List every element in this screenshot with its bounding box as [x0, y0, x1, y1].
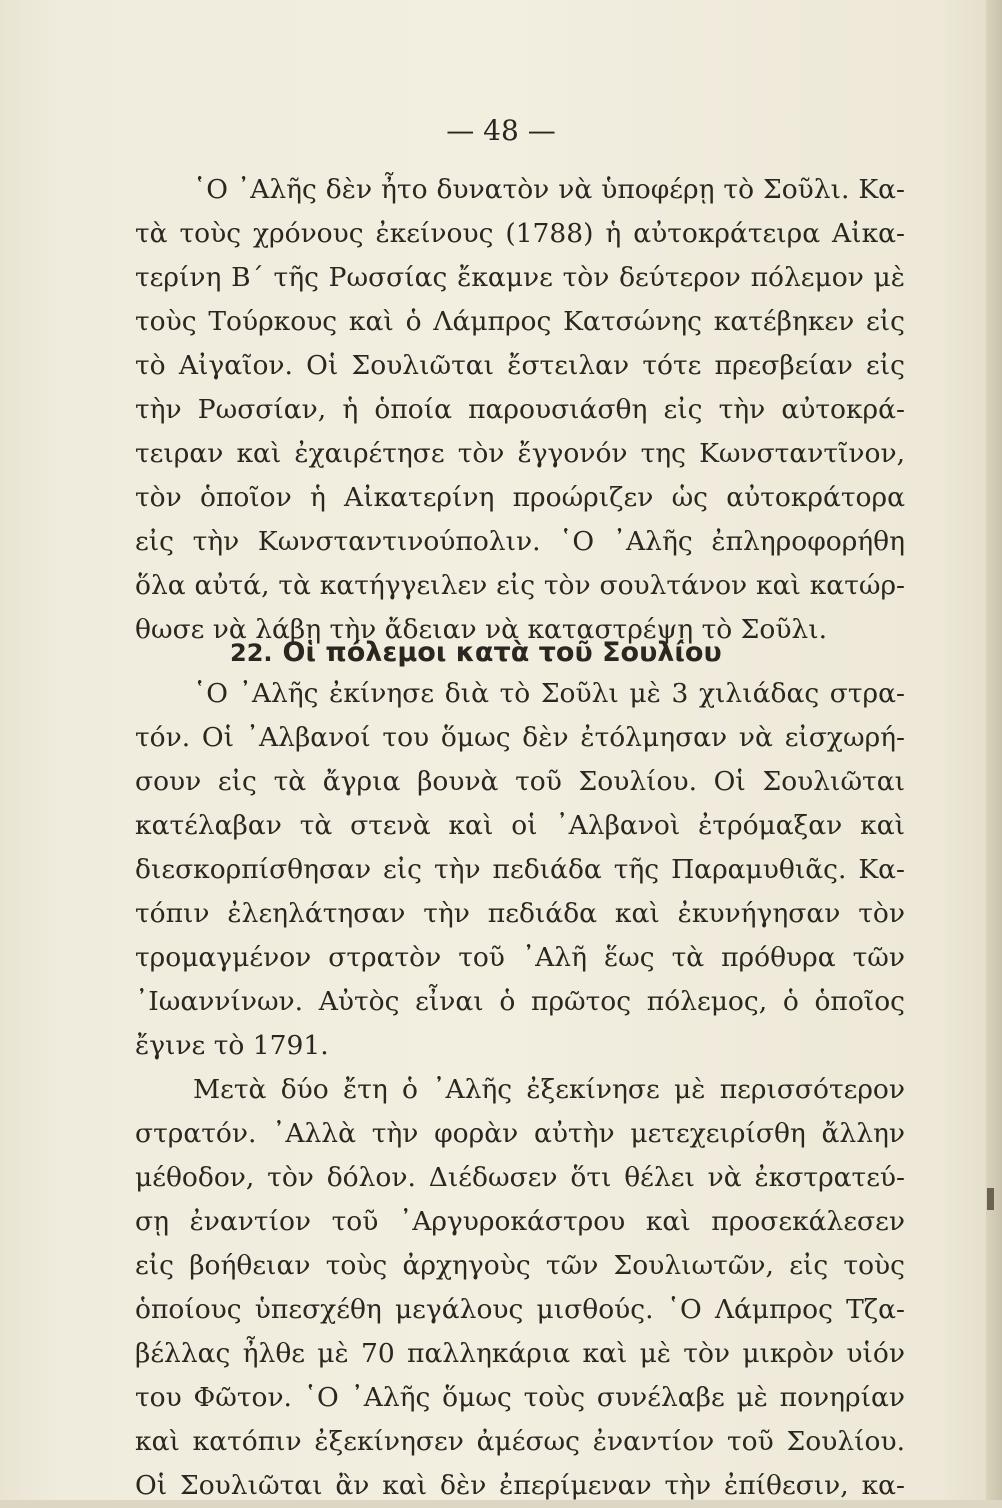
text-line: τὸν ὁποῖον ἡ Αἰκατερίνη προώριζεν ὡς αὐτοκράτορα — [135, 482, 905, 513]
text-line: ὁποίους ὑπεσχέθη μεγάλους μισθούς. ῾Ο Λάμπρος Τζα- — [135, 1294, 905, 1325]
text-line: τόπιν ἐλεηλάτησαν τὴν πεδιάδα καὶ ἐκυνήγησαν τὸν — [135, 898, 905, 929]
text-line: ῾Ο ᾿Αλῆς ἐκίνησε διὰ τὸ Σοῦλι μὲ 3 χιλιάδας στρα- — [193, 678, 905, 709]
text-line: τερίνη Β΄ τῆς Ρωσσίας ἔκαμνε τὸν δεύτερον πόλεμον μὲ — [135, 262, 905, 293]
page-edge — [986, 0, 1002, 1500]
text-line: εἰς τὴν Κωνσταντινούπολιν. ῾Ο ᾿Αλῆς ἐπληροφορήθη — [135, 526, 905, 557]
text-line: καὶ κατόπιν ἐξεκίνησεν ἀμέσως ἐναντίον τοῦ Σουλίου. — [135, 1426, 905, 1457]
text-line: θωσε νὰ λάβῃ τὴν ἄδειαν νὰ καταστρέψῃ τὸ Σοῦλι. — [135, 614, 828, 645]
text-line: ῾Ο ᾿Αλῆς δὲν ἦτο δυνατὸν νὰ ὑποφέρῃ τὸ Σοῦλι. Κα- — [193, 174, 905, 205]
section-number: 22. — [230, 639, 273, 667]
text-line: Μετὰ δύο ἔτη ὁ ᾿Αλῆς ἐξεκίνησε μὲ περισσότερον — [193, 1074, 905, 1105]
text-line: βέλλας ἦλθε μὲ 70 παλληκάρια καὶ μὲ τὸν μικρὸν υἱόν — [135, 1338, 905, 1369]
section-title: Οἱ πόλεμοι κατὰ τοῦ Σουλίου — [282, 637, 722, 668]
text-line: τὸ Αἰγαῖον. Οἱ Σουλιῶται ἔστειλαν τότε πρεσβείαν εἰς — [135, 350, 905, 381]
text-line: ἔγινε τὸ 1791. — [135, 1030, 329, 1061]
text-line: τόν. Οἱ ᾿Αλβανοί του ὅμως δὲν ἐτόλμησαν νὰ εἰσχωρή- — [135, 722, 905, 753]
text-line: διεσκορπίσθησαν εἰς τὴν πεδιάδα τῆς Παραμυθιᾶς. Κα- — [135, 854, 905, 885]
text-line: τειραν καὶ ἐχαιρέτησε τὸν ἔγγονόν της Κωνσταντῖνον, — [135, 438, 905, 469]
text-line: τρομαγμένον στρατὸν τοῦ ᾿Αλῆ ἕως τὰ πρόθυρα τῶν — [135, 942, 905, 973]
text-line: εἰς βοήθειαν τοὺς ἀρχηγοὺς τῶν Σουλιωτῶν, εἰς τοὺς — [135, 1250, 905, 1281]
text-line: σουν εἰς τὰ ἄγρια βουνὰ τοῦ Σουλίου. Οἱ Σουλιῶται — [135, 766, 905, 797]
text-line: κατέλαβαν τὰ στενὰ καὶ οἱ ᾿Αλβανοὶ ἐτρόμαξαν καὶ — [135, 810, 905, 841]
text-line: ᾿Ιωαννίνων. Αὐτὸς εἶναι ὁ πρῶτος πόλεμος, ὁ ὁποῖος — [135, 986, 905, 1017]
text-line: τὴν Ρωσσίαν, ἡ ὁποία παρουσιάσθη εἰς τὴν αὐτοκρά- — [135, 394, 905, 425]
text-line: του Φῶτον. ῾Ο ᾿Αλῆς ὅμως τοὺς συνέλαβε μὲ πονηρίαν — [135, 1382, 905, 1413]
section-heading — [230, 630, 722, 676]
paragraph-1 — [135, 168, 905, 652]
page-number: — 48 — — [446, 114, 556, 147]
text-line: τοὺς Τούρκους καὶ ὁ Λάμπρος Κατσώνης κατέβηκεν εἰς — [135, 306, 905, 337]
edge-mark — [987, 1188, 994, 1210]
text-line: Οἱ Σουλιῶται ἂν καὶ δὲν ἐπερίμεναν τὴν ἐπίθεσιν, κα- — [135, 1470, 905, 1501]
text-line: τὰ τοὺς χρόνους ἐκείνους (1788) ἡ αὐτοκράτειρα Αἰκα- — [135, 218, 905, 249]
paragraph-2 — [135, 672, 905, 1508]
text-line: σῃ ἐναντίον τοῦ ᾿Αργυροκάστρου καὶ προσεκάλεσεν — [135, 1206, 905, 1237]
text-line: ὅλα αὐτά, τὰ κατήγγειλεν εἰς τὸν σουλτάνον καὶ κατώρ- — [135, 570, 905, 601]
text-line: στρατόν. ᾿Αλλὰ τὴν φορὰν αὐτὴν μετεχειρίσθη ἄλλην — [135, 1118, 905, 1149]
text-line: μέθοδον, τὸν δόλον. Διέδωσεν ὅτι θέλει νὰ ἐκστρατεύ- — [135, 1162, 905, 1193]
